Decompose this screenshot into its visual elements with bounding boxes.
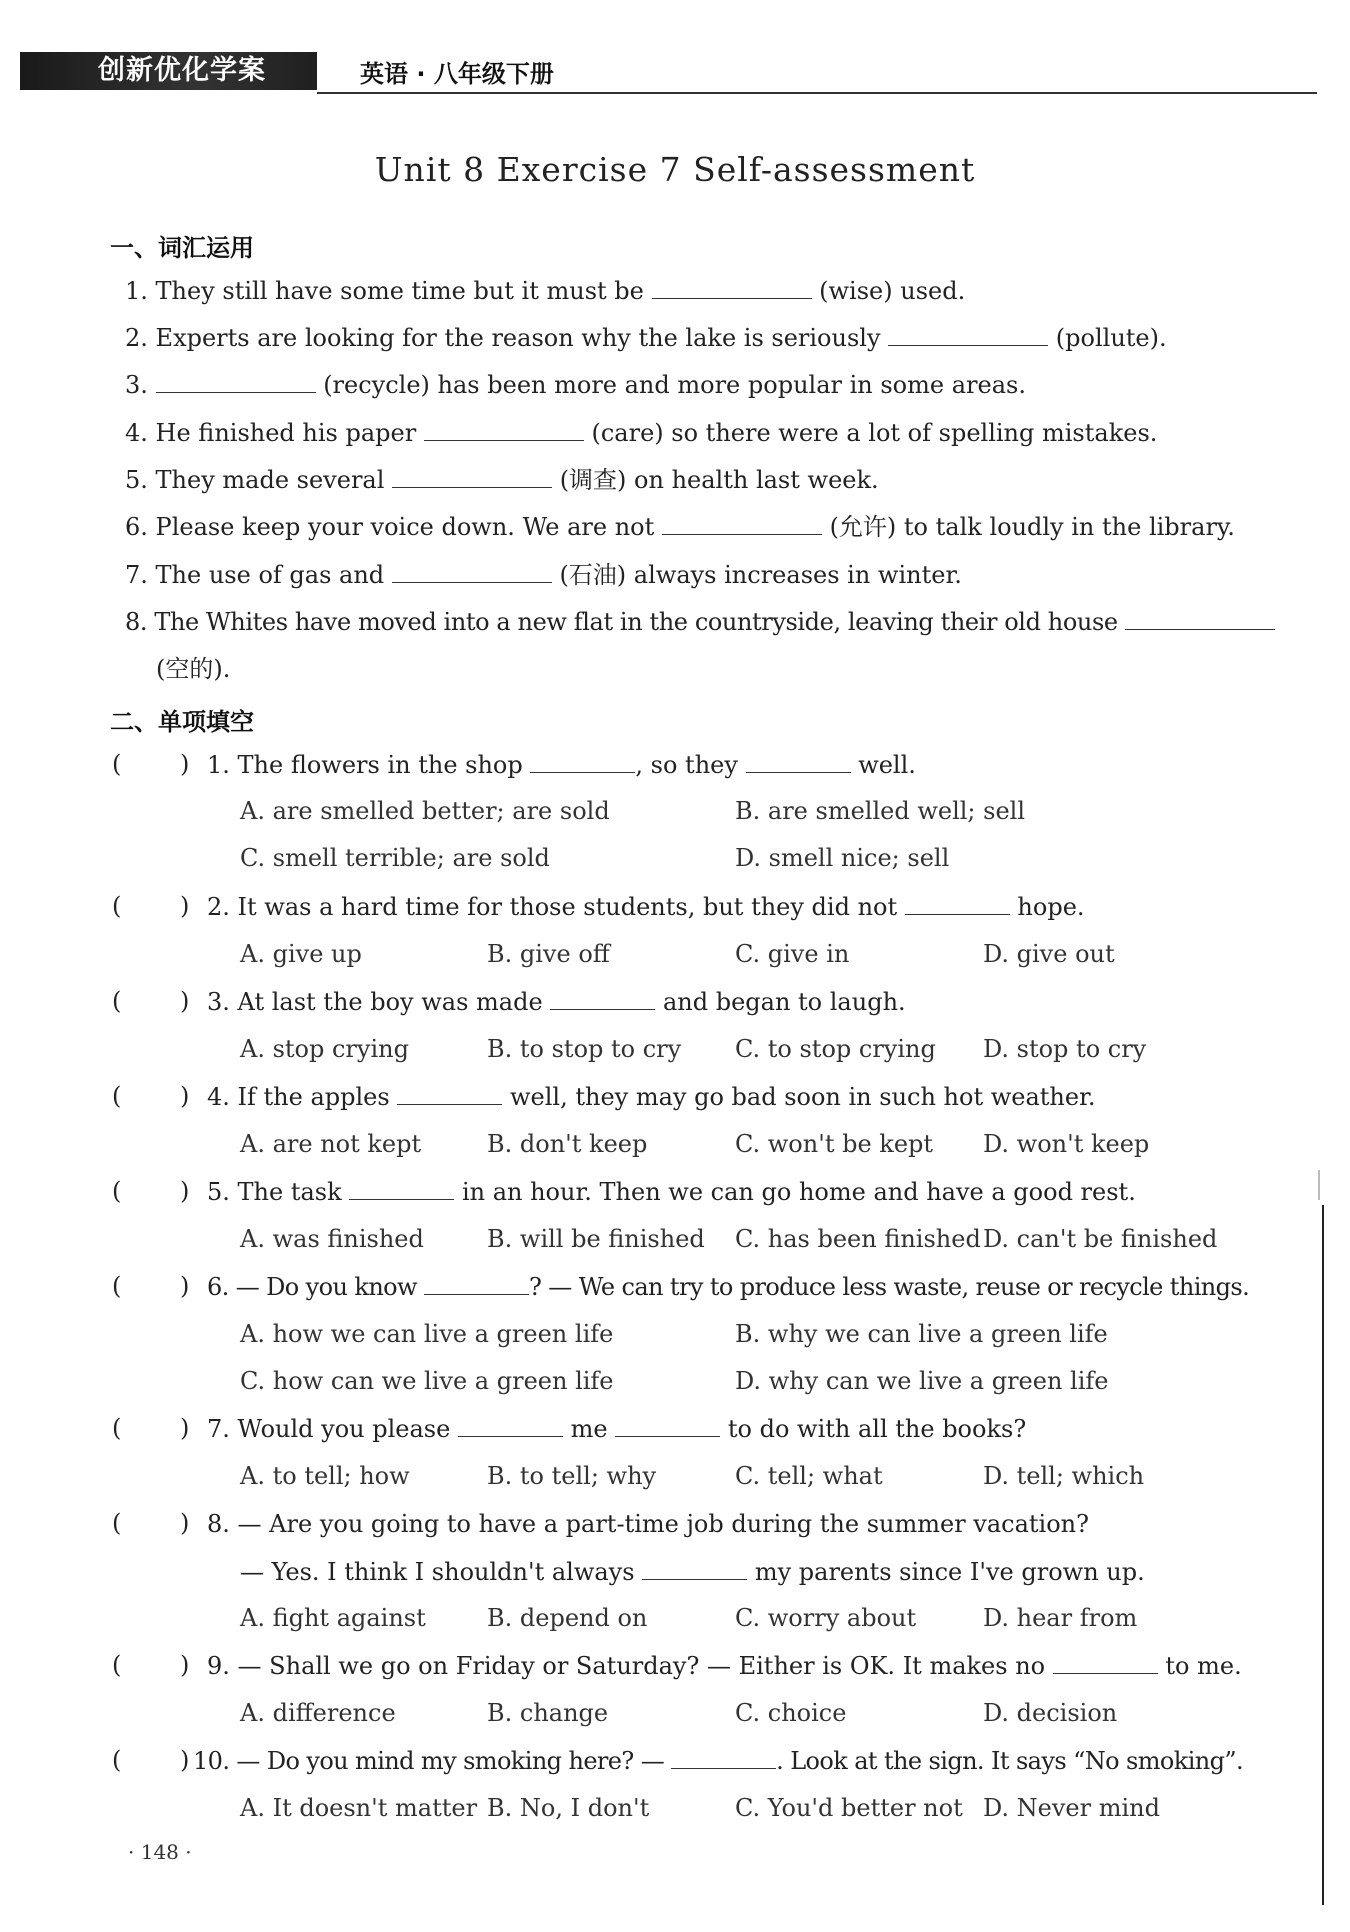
item-hint: (石油) always increases in winter.: [559, 561, 962, 589]
option-d[interactable]: D. can't be finished: [983, 1225, 1218, 1253]
answer-paren-close: ): [180, 1509, 190, 1537]
item-text: They made several: [155, 466, 385, 494]
option-c[interactable]: C. won't be kept: [735, 1130, 934, 1158]
answer-paren-close: ): [180, 1651, 190, 1679]
question-text: . Look at the sign. It says “No smoking”.: [776, 1747, 1244, 1775]
answer-blank[interactable]: [349, 1177, 454, 1200]
answer-blank[interactable]: [671, 1746, 776, 1769]
question-text: The flowers in the shop: [237, 751, 523, 779]
option-c[interactable]: C. choice: [735, 1699, 847, 1727]
question-3: [207, 987, 906, 1017]
vocab-item-6: [125, 512, 1235, 542]
answer-paren-open[interactable]: (: [112, 1414, 122, 1442]
option-d[interactable]: D. decision: [983, 1699, 1118, 1727]
question-text: to me.: [1165, 1652, 1242, 1680]
answer-blank[interactable]: [530, 750, 635, 773]
answer-blank[interactable]: [397, 1082, 502, 1105]
answer-blank[interactable]: [550, 987, 655, 1010]
answer-paren-close: ): [180, 892, 190, 920]
vocab-item-8-continued: (空的).: [156, 655, 231, 683]
vocab-item-5: [125, 465, 879, 495]
vocab-item-1: [125, 276, 965, 306]
vocab-item-2: [125, 323, 1167, 353]
option-a[interactable]: A. how we can live a green life: [240, 1320, 614, 1348]
answer-paren-open[interactable]: (: [112, 1651, 122, 1679]
option-d[interactable]: D. stop to cry: [983, 1035, 1147, 1063]
option-c[interactable]: C. You'd better not: [735, 1794, 963, 1822]
item-number: 7.: [125, 561, 148, 589]
answer-blank[interactable]: [615, 1414, 720, 1437]
question-6: [207, 1272, 1249, 1302]
question-text: At last the boy was made: [237, 988, 543, 1016]
vocab-item-7: [125, 560, 962, 590]
question-text: and began to laugh.: [662, 988, 906, 1016]
answer-paren-close: ): [180, 1082, 190, 1110]
question-number: 10.: [193, 1747, 230, 1775]
item-text: They still have some time but it must be: [155, 277, 644, 305]
option-a[interactable]: A. fight against: [240, 1604, 426, 1632]
option-b[interactable]: B. No, I don't: [487, 1794, 650, 1822]
item-number: 3.: [125, 371, 148, 399]
answer-paren-open[interactable]: (: [112, 1272, 122, 1300]
question-text: Would you please: [237, 1415, 451, 1443]
option-a[interactable]: A. It doesn't matter: [240, 1794, 478, 1822]
answer-blank[interactable]: [156, 370, 316, 393]
brand-text: 创新优化学案: [98, 55, 266, 86]
option-d[interactable]: D. Never mind: [983, 1794, 1160, 1822]
option-a[interactable]: A. give up: [240, 940, 362, 968]
answer-blank[interactable]: [1053, 1651, 1158, 1674]
option-d[interactable]: D. hear from: [983, 1604, 1138, 1632]
option-d[interactable]: D. give out: [983, 940, 1115, 968]
page-header: [20, 52, 1340, 96]
question-text: — Do you know: [235, 1273, 417, 1301]
item-text: Please keep your voice down. We are not: [155, 513, 655, 541]
option-a[interactable]: A. are not kept: [240, 1130, 422, 1158]
answer-paren-open[interactable]: (: [112, 987, 122, 1015]
question-text: in an hour. Then we can go home and have a good rest.: [461, 1178, 1136, 1206]
page-number: · 148 ·: [128, 1840, 192, 1864]
answer-paren-open[interactable]: (: [112, 750, 122, 778]
question-4: [207, 1082, 1096, 1112]
option-d[interactable]: D. smell nice; sell: [735, 844, 950, 872]
option-b[interactable]: B. to stop to cry: [487, 1035, 682, 1063]
answer-blank[interactable]: [1125, 607, 1275, 630]
option-b[interactable]: B. depend on: [487, 1604, 648, 1632]
question-text: It was a hard time for those students, but they did not: [237, 893, 898, 921]
question-text: well, they may go bad soon in such hot weather.: [509, 1083, 1096, 1111]
answer-paren-close: ): [180, 1272, 190, 1300]
question-text: The task: [237, 1178, 342, 1206]
question-number: 3.: [207, 988, 230, 1016]
option-d[interactable]: D. won't keep: [983, 1130, 1150, 1158]
header-rule: [317, 92, 1317, 94]
option-b[interactable]: B. change: [487, 1699, 609, 1727]
section-heading-vocabulary: 一、词汇运用: [110, 234, 254, 262]
option-a[interactable]: A. are smelled better; are sold: [240, 797, 610, 825]
question-text: well.: [858, 751, 916, 779]
section-heading-multiple-choice: 二、单项填空: [110, 708, 254, 736]
vocab-item-4: [125, 418, 1157, 448]
item-number: 5.: [125, 466, 148, 494]
answer-paren-open[interactable]: (: [112, 892, 122, 920]
question-text: hope.: [1017, 893, 1085, 921]
question-1: [207, 750, 916, 780]
page-edge-line: [1322, 1205, 1324, 1905]
option-c[interactable]: C. to stop crying: [735, 1035, 936, 1063]
answer-blank[interactable]: [642, 1557, 747, 1580]
item-number: 2.: [125, 324, 148, 352]
question-text: — Do you mind my smoking here? —: [236, 1747, 665, 1775]
subject-label: 英语 · 八年级下册: [360, 60, 554, 88]
answer-paren-open[interactable]: (: [112, 1082, 122, 1110]
option-b[interactable]: B. to tell; why: [487, 1462, 657, 1490]
answer-blank[interactable]: [652, 276, 812, 299]
option-a[interactable]: A. stop crying: [240, 1035, 409, 1063]
answer-blank[interactable]: [424, 418, 584, 441]
answer-paren-close: ): [180, 750, 190, 778]
item-hint: (care) so there were a lot of spelling mistakes.: [591, 419, 1158, 447]
option-c[interactable]: C. how can we live a green life: [240, 1367, 614, 1395]
item-text: The use of gas and: [155, 561, 385, 589]
option-a[interactable]: A. to tell; how: [240, 1462, 410, 1490]
question-text: , so they: [635, 751, 738, 779]
option-a[interactable]: A. was finished: [240, 1225, 424, 1253]
question-5: [207, 1177, 1136, 1207]
question-number: 2.: [207, 893, 230, 921]
question-text: ? — We can try to produce less waste, reuse or recycle things.: [529, 1273, 1250, 1301]
question-number: 7.: [207, 1415, 230, 1443]
question-text: my parents since I've grown up.: [754, 1558, 1145, 1586]
question-text: me: [570, 1415, 608, 1443]
item-number: 4.: [125, 419, 148, 447]
item-text: Experts are looking for the reason why the lake is seriously: [155, 324, 881, 352]
item-number: 6.: [125, 513, 148, 541]
answer-blank[interactable]: [662, 512, 822, 535]
answer-blank[interactable]: [905, 892, 1010, 915]
answer-blank[interactable]: [888, 323, 1048, 346]
question-text: — Yes. I think I shouldn't always: [240, 1558, 635, 1586]
option-b[interactable]: B. why we can live a green life: [735, 1320, 1108, 1348]
question-7: [207, 1414, 1026, 1444]
question-number: 9.: [207, 1652, 230, 1680]
vocab-item-3: [125, 370, 1026, 400]
question-number: 4.: [207, 1083, 230, 1111]
option-c[interactable]: C. tell; what: [735, 1462, 883, 1490]
option-c[interactable]: C. worry about: [735, 1604, 917, 1632]
answer-paren-close: ): [180, 1746, 190, 1774]
question-8: [207, 1509, 1089, 1539]
option-d[interactable]: D. tell; which: [983, 1462, 1145, 1490]
option-d[interactable]: D. why can we live a green life: [735, 1367, 1109, 1395]
answer-paren-open[interactable]: (: [112, 1177, 122, 1205]
question-text: If the apples: [237, 1083, 390, 1111]
question-number: 6.: [207, 1273, 229, 1301]
question-number: 1.: [207, 751, 230, 779]
item-number: 1.: [125, 277, 148, 305]
answer-blank[interactable]: [746, 750, 851, 773]
item-hint: (wise) used.: [819, 277, 966, 305]
question-text: to do with all the books?: [727, 1415, 1027, 1443]
item-text: He finished his paper: [155, 419, 417, 447]
item-hint: (recycle) has been more and more popular in some areas.: [323, 371, 1026, 399]
option-c[interactable]: C. smell terrible; are sold: [240, 844, 550, 872]
item-number: 8.: [125, 608, 148, 636]
option-b[interactable]: B. are smelled well; sell: [735, 797, 1026, 825]
answer-blank[interactable]: [392, 465, 552, 488]
item-hint: (pollute).: [1055, 324, 1167, 352]
answer-paren-open[interactable]: (: [112, 1509, 122, 1537]
question-number: 8.: [207, 1510, 230, 1538]
vocab-item-8: [125, 607, 1275, 637]
option-b[interactable]: B. will be finished: [487, 1225, 705, 1253]
page-edge-mark: [1318, 1170, 1320, 1200]
answer-blank[interactable]: [392, 560, 552, 583]
item-text: The Whites have moved into a new flat in the countryside, leaving their old house: [154, 608, 1118, 636]
answer-blank[interactable]: [458, 1414, 563, 1437]
option-c[interactable]: C. has been finished: [735, 1225, 981, 1253]
item-hint: (调查) on health last week.: [559, 466, 879, 494]
answer-paren-close: ): [180, 987, 190, 1015]
question-text: — Are you going to have a part-time job during the summer vacation?: [237, 1510, 1090, 1538]
question-9: [207, 1651, 1242, 1681]
answer-blank[interactable]: [424, 1272, 529, 1295]
item-hint: (允许) to talk loudly in the library.: [829, 513, 1235, 541]
question-text: — Shall we go on Friday or Saturday? — Either is OK. It makes no: [237, 1652, 1046, 1680]
question-2: [207, 892, 1085, 922]
option-c[interactable]: C. give in: [735, 940, 850, 968]
answer-paren-open[interactable]: (: [112, 1746, 122, 1774]
answer-paren-close: ): [180, 1414, 190, 1442]
answer-paren-close: ): [180, 1177, 190, 1205]
option-a[interactable]: A. difference: [240, 1699, 396, 1727]
option-b[interactable]: B. don't keep: [487, 1130, 648, 1158]
question-10: [193, 1746, 1243, 1776]
question-8-line-2: [240, 1557, 1145, 1587]
brand-logo: [20, 52, 317, 90]
page-title: Unit 8 Exercise 7 Self-assessment: [374, 150, 976, 189]
option-b[interactable]: B. give off: [487, 940, 610, 968]
question-number: 5.: [207, 1178, 230, 1206]
